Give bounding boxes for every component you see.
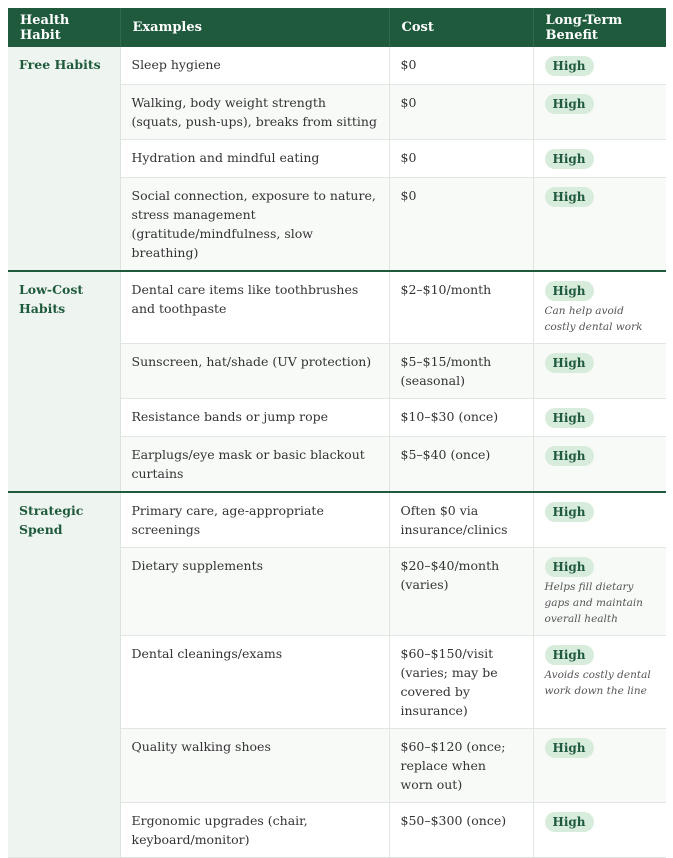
example-cell: Ergonomic upgrades (chair, keyboard/monitor) xyxy=(120,803,389,858)
header-row xyxy=(8,8,666,47)
benefit-badge: High xyxy=(545,446,594,466)
cost-cell: $0 xyxy=(389,140,533,178)
benefit-cell xyxy=(533,636,666,729)
example-cell: Social connection, exposure to nature, stress management (gratitude/mindfulness, slow breathing) xyxy=(120,178,389,272)
benefit-cell xyxy=(533,399,666,437)
benefit-cell xyxy=(533,271,666,344)
benefit-badge: High xyxy=(545,502,594,522)
benefit-note: Helps fill dietary gaps and maintain overall health xyxy=(544,581,643,625)
group-free-habits: Free Habits xyxy=(8,47,120,271)
example-cell: Dietary supplements xyxy=(120,548,389,636)
example-cell: Hydration and mindful eating xyxy=(120,140,389,178)
benefit-cell xyxy=(533,492,666,548)
example-cell: Quality walking shoes xyxy=(120,729,389,803)
example-cell: Dental cleanings/exams xyxy=(120,636,389,729)
benefit-note: Avoids costly dental work down the line xyxy=(544,669,651,697)
benefit-badge: High xyxy=(545,645,594,665)
cost-cell: $10–$30 (once) xyxy=(389,399,533,437)
cost-cell: $60–$150/visit (varies; may be covered by insurance) xyxy=(389,636,533,729)
example-cell: Primary care, age-appropriate screenings xyxy=(120,492,389,548)
header-long-term-benefit: Long-Term Benefit xyxy=(533,8,666,47)
benefit-note: Can help avoid costly dental work xyxy=(544,305,643,333)
benefit-cell xyxy=(533,140,666,178)
benefit-cell xyxy=(533,344,666,399)
benefit-badge: High xyxy=(545,353,594,373)
benefit-cell xyxy=(533,548,666,636)
table-row xyxy=(8,492,666,548)
cost-cell: $50–$300 (once) xyxy=(389,803,533,858)
benefit-badge: High xyxy=(545,812,594,832)
example-cell: Earplugs/eye mask or basic blackout curtains xyxy=(120,437,389,493)
cost-cell: $5–$40 (once) xyxy=(389,437,533,493)
benefit-badge: High xyxy=(545,56,594,76)
example-cell: Resistance bands or jump rope xyxy=(120,399,389,437)
example-cell: Sleep hygiene xyxy=(120,47,389,85)
benefit-cell xyxy=(533,437,666,493)
benefit-badge: High xyxy=(545,408,594,428)
cost-cell: $60–$120 (once; replace when worn out) xyxy=(389,729,533,803)
habits-table-container xyxy=(8,8,666,858)
benefit-cell xyxy=(533,803,666,858)
cost-cell: $5–$15/month (seasonal) xyxy=(389,344,533,399)
group-low-cost-habits: Low-Cost Habits xyxy=(8,271,120,492)
cost-cell: $20–$40/month (varies) xyxy=(389,548,533,636)
header-examples: Examples xyxy=(120,8,389,47)
header-health-habit: Health Habit xyxy=(8,8,120,47)
benefit-badge: High xyxy=(545,281,594,301)
example-cell: Dental care items like toothbrushes and toothpaste xyxy=(120,271,389,344)
cost-cell: Often $0 via insurance/clinics xyxy=(389,492,533,548)
cost-cell: $2–$10/month xyxy=(389,271,533,344)
example-cell: Walking, body weight strength (squats, push-ups), breaks from sitting xyxy=(120,85,389,140)
cost-cell: $0 xyxy=(389,178,533,272)
table-row xyxy=(8,271,666,344)
cost-cell: $0 xyxy=(389,85,533,140)
group-strategic-spend: Strategic Spend xyxy=(8,492,120,858)
benefit-badge: High xyxy=(545,557,594,577)
benefit-cell xyxy=(533,47,666,85)
table-row xyxy=(8,47,666,85)
health-habits-table xyxy=(8,8,666,858)
benefit-badge: High xyxy=(545,187,594,207)
benefit-cell xyxy=(533,729,666,803)
benefit-cell xyxy=(533,178,666,272)
benefit-cell xyxy=(533,85,666,140)
cost-cell: $0 xyxy=(389,47,533,85)
benefit-badge: High xyxy=(545,149,594,169)
example-cell: Sunscreen, hat/shade (UV protection) xyxy=(120,344,389,399)
benefit-badge: High xyxy=(545,738,594,758)
header-cost: Cost xyxy=(389,8,533,47)
benefit-badge: High xyxy=(545,94,594,114)
